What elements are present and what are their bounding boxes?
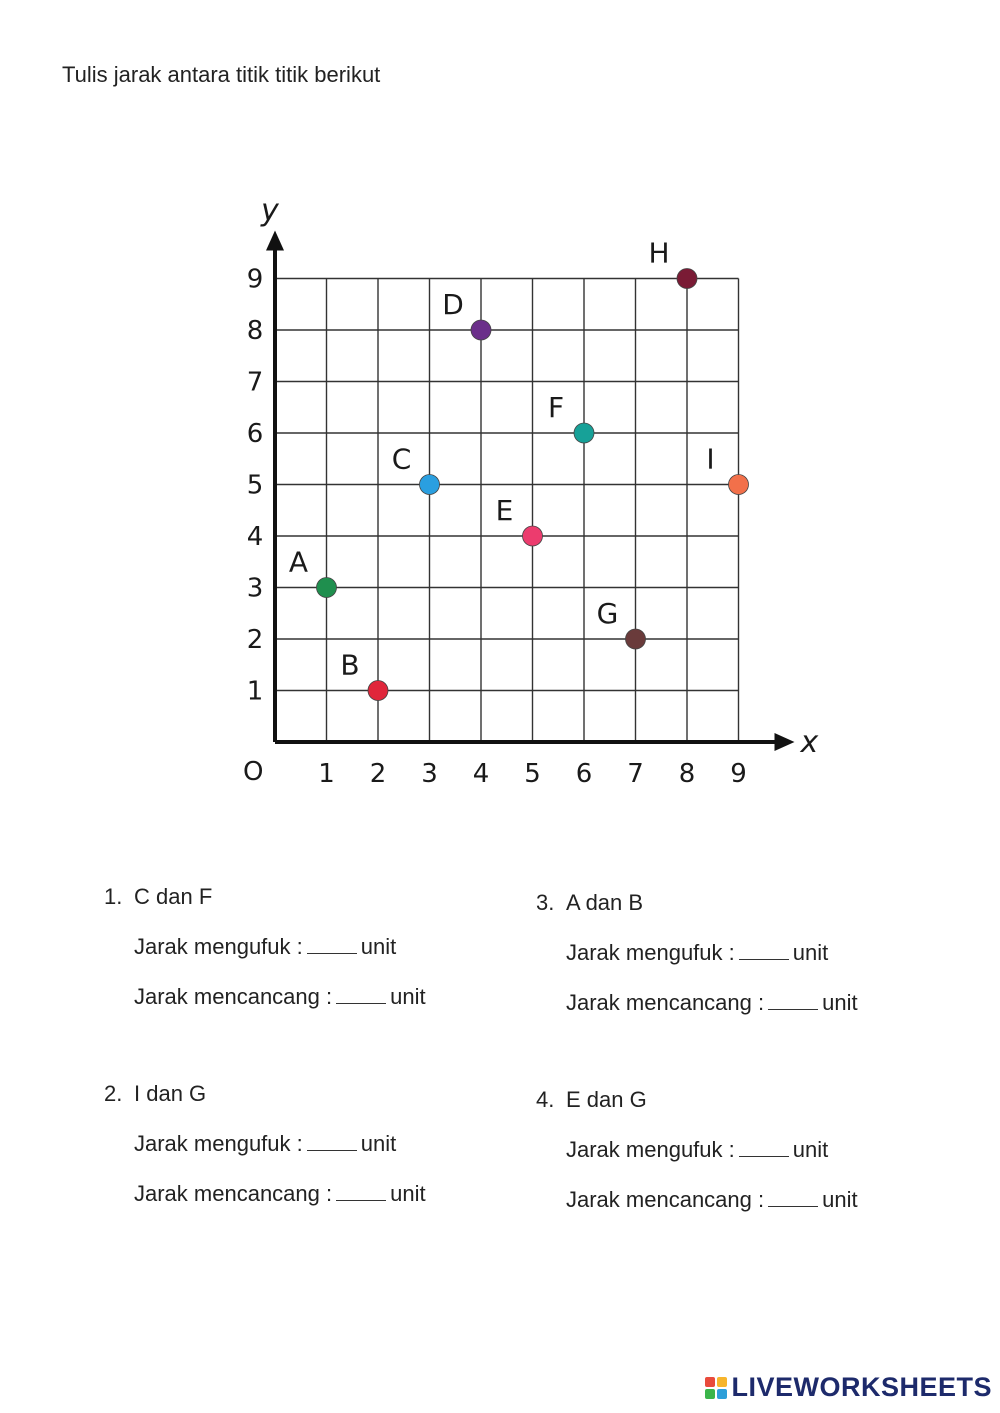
question-2 (104, 1079, 426, 1209)
unit-label: unit (360, 934, 397, 959)
y-tick-label: 6 (246, 419, 264, 449)
x-tick-label: 4 (472, 759, 490, 789)
unit-label: unit (360, 1131, 397, 1156)
unit-label: unit (792, 1137, 829, 1162)
liveworksheets-logo[interactable] (705, 1372, 992, 1403)
y-tick-label: 9 (246, 264, 264, 295)
horizontal-distance-label: Jarak mengufuk : (134, 934, 303, 959)
question-number: 3. (536, 890, 555, 915)
point-b-label: B (340, 648, 360, 682)
point-c-marker (420, 475, 440, 495)
liveworksheets-logo-icon (705, 1377, 727, 1399)
liveworksheets-logo-text: LIVEWORKSHEETS (731, 1372, 992, 1402)
point-d-label: D (442, 288, 464, 321)
point-c-label: C (391, 442, 412, 476)
horizontal-distance-blank[interactable] (307, 935, 357, 954)
y-axis-arrow-icon (266, 231, 284, 251)
horizontal-distance-blank[interactable] (307, 1132, 357, 1151)
horizontal-distance-blank[interactable] (739, 941, 789, 960)
point-f-marker (574, 423, 594, 443)
horizontal-distance-label: Jarak mengufuk : (566, 940, 735, 965)
point-i-label: I (706, 442, 715, 476)
question-title: A dan B (566, 890, 644, 915)
x-tick-label: 3 (421, 759, 438, 789)
vertical-distance-blank[interactable] (336, 1182, 386, 1201)
vertical-distance-blank[interactable] (768, 1188, 818, 1207)
unit-label: unit (390, 984, 426, 1009)
y-tick-label: 7 (246, 367, 264, 398)
data-points (289, 237, 749, 701)
vertical-distance-label: Jarak mencancang : (134, 984, 333, 1009)
vertical-distance-label: Jarak mencancang : (566, 990, 765, 1015)
vertical-distance-label: Jarak mencancang : (566, 1187, 765, 1212)
unit-label: unit (822, 1187, 858, 1212)
y-tick-label: 1 (246, 676, 264, 707)
coordinate-grid-chart (230, 160, 819, 800)
y-tick-label: 4 (246, 522, 264, 552)
origin-label: O (243, 757, 264, 787)
question-3 (536, 888, 858, 1018)
logo-square-3 (705, 1389, 715, 1399)
vertical-distance-label: Jarak mencancang : (134, 1181, 333, 1206)
logo-square-4 (717, 1389, 727, 1399)
vertical-distance-blank[interactable] (336, 985, 386, 1004)
instruction-text: Tulis jarak antara titik titik berikut (62, 62, 381, 87)
question-number: 4. (536, 1087, 555, 1112)
logo-square-1 (705, 1377, 715, 1387)
y-axis-label: y (261, 193, 279, 229)
y-tick-label: 5 (246, 470, 264, 501)
point-i-marker (729, 475, 749, 495)
x-tick-label: 9 (730, 759, 747, 789)
x-tick-label: 8 (678, 759, 696, 789)
unit-label: unit (792, 940, 829, 965)
vertical-distance-blank[interactable] (768, 991, 818, 1010)
point-b-marker (368, 681, 388, 701)
point-a-label: A (288, 545, 309, 579)
x-tick-label: 1 (318, 759, 335, 789)
point-e-label: E (495, 494, 514, 527)
point-h-label: H (648, 236, 670, 270)
x-axis-arrow-icon (775, 733, 795, 751)
question-title: E dan G (566, 1087, 647, 1112)
question-4 (536, 1085, 858, 1215)
unit-label: unit (822, 990, 858, 1015)
question-title: C dan F (134, 884, 213, 909)
y-tick-label: 8 (246, 316, 264, 346)
point-g-label: G (596, 597, 619, 630)
y-tick-label: 3 (246, 573, 264, 604)
unit-label: unit (390, 1181, 426, 1206)
y-tick-label: 2 (246, 625, 264, 655)
horizontal-distance-label: Jarak mengufuk : (134, 1131, 303, 1156)
point-a-marker (317, 578, 337, 598)
point-f-label: F (547, 391, 565, 424)
point-h-marker (677, 269, 697, 289)
question-title: I dan G (134, 1081, 207, 1106)
point-g-marker (626, 629, 646, 649)
question-number: 1. (104, 884, 123, 909)
x-tick-label: 7 (627, 759, 644, 789)
horizontal-distance-blank[interactable] (739, 1138, 789, 1157)
x-axis-label: x (800, 725, 819, 760)
x-tick-label: 6 (575, 759, 593, 789)
point-e-marker (523, 526, 543, 546)
question-1 (104, 882, 426, 1012)
x-tick-label: 2 (369, 759, 387, 789)
logo-square-2 (717, 1377, 727, 1387)
question-number: 2. (104, 1081, 123, 1106)
point-d-marker (471, 320, 491, 340)
horizontal-distance-label: Jarak mengufuk : (566, 1137, 735, 1162)
x-tick-label: 5 (524, 759, 541, 789)
